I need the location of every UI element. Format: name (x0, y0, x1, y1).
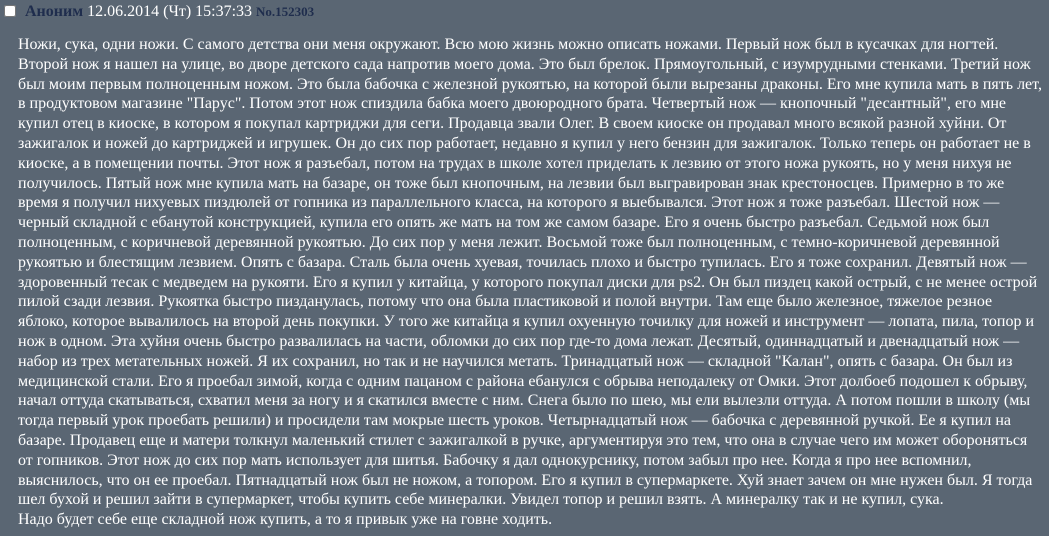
post-closing-line: Надо будет себе еще складной нож купить, а то я привык уже на говне ходить. (18, 511, 553, 529)
post-datetime: 12.06.2014 (Чт) 15:37:33 (87, 3, 253, 20)
post-body (18, 35, 1044, 530)
post-author: Аноним (25, 3, 84, 20)
post-text: Ножи, сука, одни ножи. С самого детства они меня окружают. Всю мою жизнь можно описать ножами. Первый нож был в кусачках для ногтей. Второй нож я нашел на улице, во дворе детского сада напротив моего дома. Это был брелок. Прямоугольный, с изумрудными стенками. Третий нож был моим первым полноценным ножом. Это была бабочка с железной рукоятью, на которой были вырезаны драконы. Его мне купила мать в пять лет, в продуктовом магазине "Парус". Потом этот нож спиздила бабка моего двоюродного брата. Четвертый нож — кнопочный "десантный", его мне купил отец в киоске, в котором я покупал картриджи для сеги. Продавца звали Олег. В своем киоске он продавал много всякой разной хуйни. От зажигалок и ножей до картриджей и игрушек. Он до сих пор работает, недавно я купил у него бензин для зажигалок. Только теперь он работает не в киоске, а в помещении почты. Этот нож я разъебал, потом на трудах в школе хотел приделать к лезвию от этого ножа рукоять, но у меня нихуя не получилось. Пятый нож мне купила мать на базаре, он тоже был кнопочным, на лезвии был выгравирован знак крестоносцев. Примерно в то же время я получил нихуевых пиздюлей от гопника из параллельного класса, на которого я выебывался. Этот нож я тоже разъебал. Шестой нож — черный складной с ебанутой конструкцией, купила его опять же мать на том же самом базаре. Его я очень быстро разъебал. Седьмой нож был полноценным, с коричневой деревянной рукоятью. До сих пор у меня лежит. Восьмой тоже был полноценным, с темно-коричневой деревянной рукоятью и блестящим лезвием. Опять с базара. Сталь была очень хуевая, точилась плохо и быстро тупилась. Его я тоже сохранил. Девятый нож — здоровенный тесак с медведем на рукояти. Его я купил у китайца, у которого покупал диски для ps2. Он был пиздец какой острый, с не менее острой пилой сзади лезвия. Рукоятка быстро пизданулась, потому что она была пластиковой и полой внутри. Там еще было железное, тяжелое резное яблоко, которое вывалилось на второй день покупки. У того же китайца я купил охуенную точилку для ножей и инструмент — лопата, пила, топор и нож в одном. Эта хуйня очень быстро развалилась на части, обломки до сих пор где-то дома лежат. Десятый, одиннадцатый и двенадцатый нож — набор из трех метательных ножей. Я их сохранил, но так и не научился метать. Тринадцатый нож — складной "Калан", опять с базара. Он был из медицинской стали. Его я проебал зимой, когда с одним пацаном с района ебанулся с обрыва неподалеку от Омки. Этот долбоеб подошел к обрыву, начал оттуда скатываться, схватил меня за ногу и я скатился вместе с ним. Снега было по шею, мы ели вылезли оттуда. А потом пошли в школу (мы тогда первый урок проебать решили) и просидели там мокрые шесть уроков. Четырнадцатый нож — бабочка с деревянной ручкой. Ее я купил на базаре. Продавец еще и матери толкнул маленький стилет с зажигалкой в ручке, аргументируя это тем, что она в случае чего им может обороняться от гопников. Этот нож до сих пор мать использует для шитья. Бабочку я дал однокурснику, потом забыл про нее. Когда я про нее вспомнил, выяснилось, что он ее проебал. Пятнадцатый нож был не ножом, а топором. Его я купил в супермаркете. Хуй знает зачем он мне нужен был. Я тогда шел бухой и решил зайти в супермаркет, чтобы купить себе минералки. Увидел топор и решил взять. А минералку так и не купил, сука. (18, 36, 1042, 509)
post-select-checkbox[interactable] (4, 5, 16, 17)
post-header (0, 0, 1049, 20)
post-number-link[interactable]: No.152303 (256, 4, 315, 19)
